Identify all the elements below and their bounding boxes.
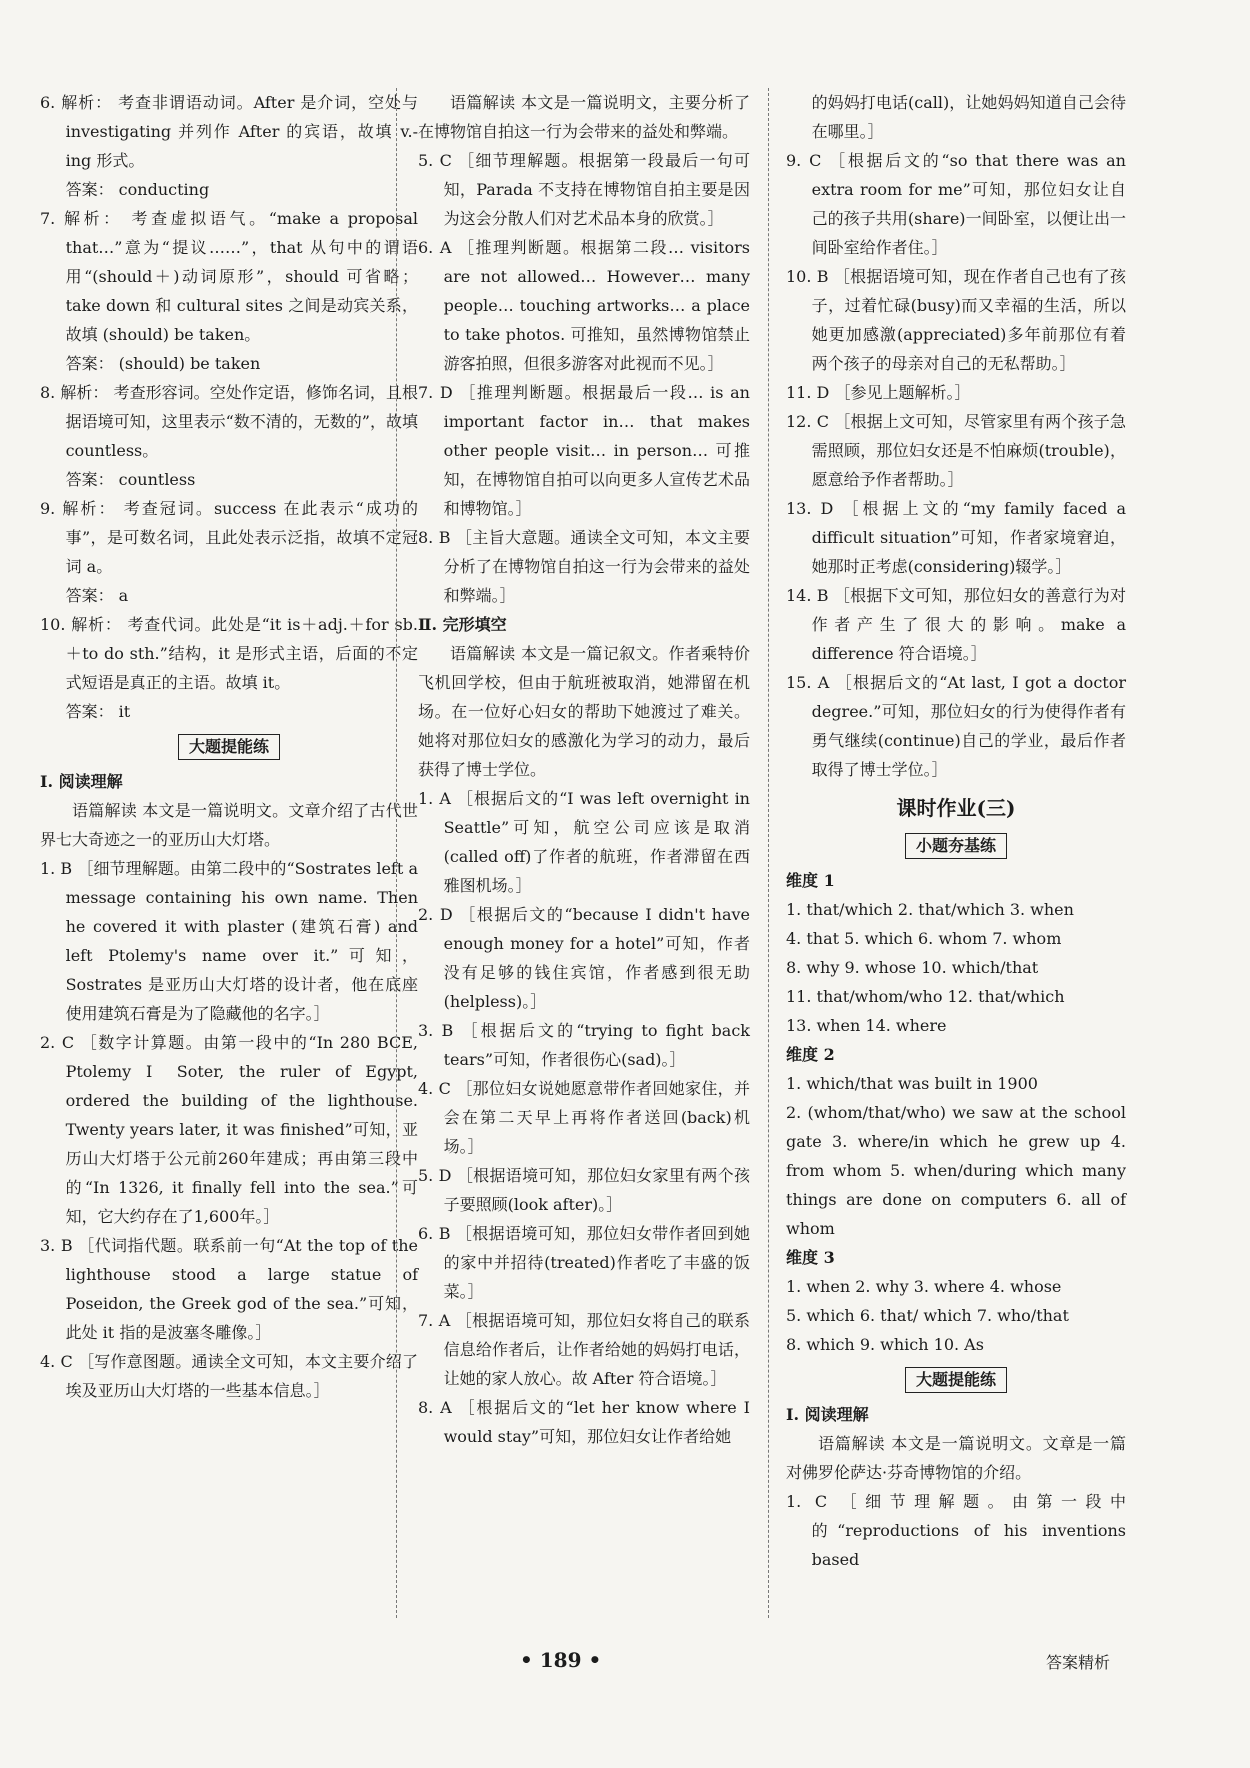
section-heading: Ⅰ. 阅读理解: [786, 1405, 869, 1424]
section-box-title: 大题提能练: [905, 1367, 1007, 1393]
answer-paragraph: 4. C ［那位妇女说她愿意带作者回她家住，并会在第二天早上再将作者送回(back)机场。］: [418, 1079, 750, 1156]
answer-paragraph: 1. when 2. why 3. where 4. whose: [786, 1277, 1062, 1296]
section-box-title: 小题夯基练: [905, 833, 1007, 859]
lesson-title: 课时作业(三): [896, 796, 1016, 820]
footer-label: 答案精析: [1046, 1653, 1111, 1672]
answer-paragraph: 答案： a: [65, 586, 129, 605]
answer-paragraph: 13. when 14. where: [786, 1016, 947, 1035]
answer-paragraph: 2. D ［根据后文的“because I didn't have enough money for a hotel”可知，作者没有足够的钱住宾馆，作者感到很无助(helpless)。］: [418, 905, 750, 1011]
answer-paragraph: 答案： it: [65, 702, 131, 721]
answer-paragraph: 7. 解析： 考查虚拟语气。“make a proposal that…”意为“提议……”，that 从句中的谓语用“(should＋)动词原形”，should 可省略；take down 和 cultural sites 之间是动宾关系，故填 (should) be taken。: [40, 209, 418, 344]
column-divider: [768, 88, 769, 1618]
answer-paragraph: 1. C ［细节理解题。由第一段中的“reproductions of his inventions based: [786, 1492, 1126, 1569]
answer-paragraph: 2. (whom/that/who) we saw at the school gate 3. where/in which he grew up 4. from whom 5. when/during which many things are done on computers 6. all of whom: [786, 1103, 1126, 1238]
answer-paragraph: 12. C ［根据上文可知，尽管家里有两个孩子急需照顾，那位妇女还是不怕麻烦(trouble)，愿意给予作者帮助。］: [786, 412, 1126, 489]
answer-paragraph: 答案： conducting: [65, 180, 210, 199]
answer-paragraph: 8. 解析： 考查形容词。空处作定语，修饰名词，且根据语境可知，这里表示“数不清的，无数的”，故填 countless。: [40, 383, 418, 460]
answer-paragraph: 语篇解读 本文是一篇说明文，主要分析了在博物馆自拍这一行为会带来的益处和弊端。: [418, 93, 750, 141]
answer-paragraph: 语篇解读 本文是一篇说明文。文章介绍了古代世界七大奇迹之一的亚历山大灯塔。: [40, 801, 418, 849]
answer-paragraph: 9. 解析： 考查冠词。success 在此表示“成功的事”，是可数名词，且此处表示泛指，故填不定冠词 a。: [40, 499, 418, 576]
answer-paragraph: 3. B ［代词指代题。联系前一句“At the top of the lighthouse stood a large statue of Poseidon, the Greek god of the sea.”可知，此处 it 指的是波塞冬雕像。］: [40, 1236, 418, 1342]
answer-paragraph: 语篇解读 本文是一篇记叙文。作者乘特价飞机回学校，但由于航班被取消，她滞留在机场。在一位好心妇女的帮助下她渡过了难关。她将对那位妇女的感激化为学习的动力，最后获得了博士学位。: [418, 644, 750, 779]
answer-paragraph: 1. which/that was built in 1900: [786, 1074, 1038, 1093]
answer-paragraph: 6. B ［根据语境可知，那位妇女带作者回到她的家中并招待(treated)作者吃了丰盛的饭菜。］: [418, 1224, 750, 1301]
answer-paragraph: 13. D ［根据上文的“my family faced a difficult situation”可知，作者家境窘迫，她那时正考虑(considering)辍学。］: [786, 499, 1126, 576]
section-heading: 维度 3: [786, 1248, 835, 1267]
answer-paragraph: 10. B ［根据语境可知，现在作者自己也有了孩子，过着忙碌(busy)而又幸福的生活，所以她更加感激(appreciated)多年前那位有着两个孩子的母亲对自己的无私帮助。］: [786, 267, 1126, 373]
answer-paragraph: 7. D ［推理判断题。根据最后一段… is an important factor in… that makes other people visit… in person… 可推知，在博物馆自拍可以向更多人宣传艺术品和博物馆。］: [418, 383, 750, 518]
section-heading: 维度 1: [786, 871, 835, 890]
answer-paragraph: 9. C ［根据后文的“so that there was an extra room for me”可知，那位妇女让自己的孩子共用(share)一间卧室，以便让出一间卧室给作者住。］: [786, 151, 1126, 257]
answer-paragraph: 3. B ［根据后文的“trying to fight back tears”可知，作者很伤心(sad)。］: [418, 1021, 750, 1069]
answer-paragraph: 4. that 5. which 6. whom 7. whom: [786, 929, 1062, 948]
section-heading: Ⅰ. 阅读理解: [40, 772, 123, 791]
column-left: [40, 88, 418, 1405]
answer-paragraph: 11. that/whom/who 12. that/which: [786, 987, 1065, 1006]
section-box: [786, 1365, 1126, 1394]
answer-paragraph: 10. 解析： 考查代词。此处是“it is＋adj.＋for sb.＋to do sth.”结构，it 是形式主语，后面的不定式短语是真正的主语。故填 it。: [40, 615, 418, 692]
answer-paragraph: 1. A ［根据后文的“I was left overnight in Seattle”可知，航空公司应该是取消(called off)了作者的航班，作者滞留在西雅图机场。］: [418, 789, 750, 895]
answer-paragraph: 8. A ［根据后文的“let her know where I would stay”可知，那位妇女让作者给她: [418, 1398, 750, 1446]
answer-paragraph: 14. B ［根据下文可知，那位妇女的善意行为对作者产生了很大的影响。make a difference 符合语境。］: [786, 586, 1126, 663]
page-number: • 189 •: [520, 1648, 602, 1672]
answer-paragraph: 2. C ［数字计算题。由第一段中的“In 280 BCE, Ptolemy Ⅰ Soter, the ruler of Egypt, ordered the building of the lighthouse. Twenty years later, it was finished”可知，亚历山大灯塔于公元前260年建成；再由第三段中的“In 1326, it finally fell into the sea.”可知，它大约存在了1,600年。］: [40, 1033, 418, 1226]
answer-paragraph: 1. that/which 2. that/which 3. when: [786, 900, 1074, 919]
answer-paragraph: 6. 解析： 考查非谓语动词。After 是介词，空处与 investigating 并列作 After 的宾语，故填 v.-ing 形式。: [40, 93, 418, 170]
answer-paragraph: 15. A ［根据后文的“At last, I got a doctor degree.”可知，那位妇女的行为使得作者有勇气继续(continue)自己的学业，最后作者取得了博士学位。］: [786, 673, 1126, 779]
answer-paragraph: 6. A ［推理判断题。根据第二段… visitors are not allowed… However… many people… touching artworks… a place to take photos. 可推知，虽然博物馆禁止游客拍照，但很多游客对此视而不见。］: [418, 238, 750, 373]
answer-paragraph: 语篇解读 本文是一篇说明文。文章是一篇对佛罗伦萨达·芬奇博物馆的介绍。: [786, 1434, 1126, 1482]
answer-paragraph: 5. C ［细节理解题。根据第一段最后一句可知，Parada 不支持在博物馆自拍主要是因为这会分散人们对艺术品本身的欣赏。］: [418, 151, 750, 228]
section-heading: Ⅱ. 完形填空: [418, 615, 507, 634]
answer-paragraph: 的妈妈打电话(call)，让她妈妈知道自己会待在哪里。］: [811, 93, 1126, 141]
column-divider: [396, 88, 397, 1618]
section-box-title: 大题提能练: [178, 734, 280, 760]
answer-paragraph: 8. which 9. which 10. As: [786, 1335, 984, 1354]
answer-paragraph: 答案： countless: [65, 470, 196, 489]
column-middle: [418, 88, 750, 1451]
section-box: [786, 831, 1126, 860]
answer-paragraph: 5. which 6. that/ which 7. who/that: [786, 1306, 1069, 1325]
answer-paragraph: 4. C ［写作意图题。通读全文可知，本文主要介绍了埃及亚历山大灯塔的一些基本信息。］: [40, 1352, 418, 1400]
answer-paragraph: 答案： (should) be taken: [65, 354, 261, 373]
answer-paragraph: 8. why 9. whose 10. which/that: [786, 958, 1039, 977]
answer-paragraph: 8. B ［主旨大意题。通读全文可知，本文主要分析了在博物馆自拍这一行为会带来的益处和弊端。］: [418, 528, 750, 605]
answer-paragraph: 1. B ［细节理解题。由第二段中的“Sostrates left a message containing his own name. Then he covered it with plaster (建筑石膏) and left Ptolemy's name over it.”可知，Sostrates 是亚历山大灯塔的设计者，他在底座使用建筑石膏是为了隐藏他的名字。］: [40, 859, 418, 1023]
answer-paragraph: 5. D ［根据语境可知，那位妇女家里有两个孩子要照顾(look after)。］: [418, 1166, 750, 1214]
section-box: [40, 732, 418, 761]
answer-paragraph: 7. A ［根据语境可知，那位妇女将自己的联系信息给作者后，让作者给她的妈妈打电话，让她的家人放心。故 After 符合语境。］: [418, 1311, 750, 1388]
section-heading: 维度 2: [786, 1045, 835, 1064]
column-right: [786, 88, 1126, 1574]
answer-paragraph: 11. D ［参见上题解析。］: [786, 383, 971, 402]
